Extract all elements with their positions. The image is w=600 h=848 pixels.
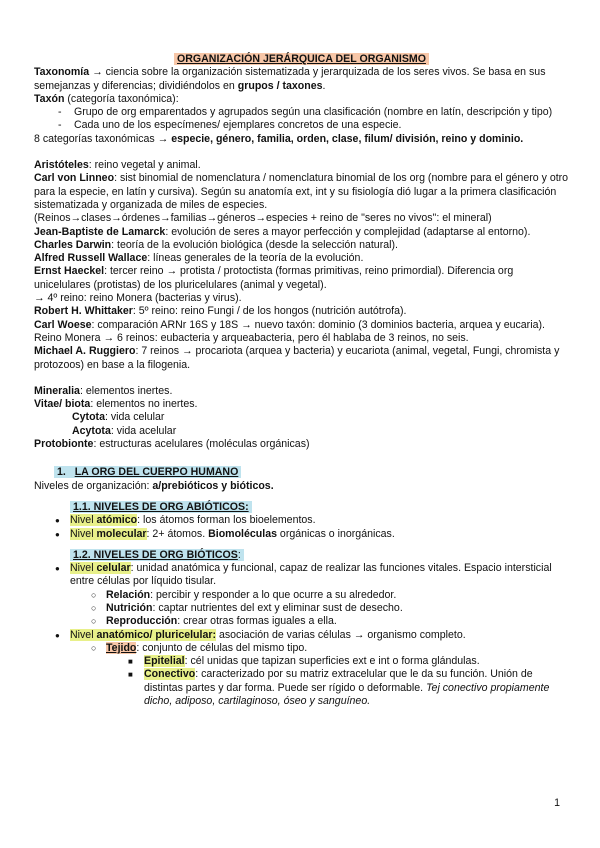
document-page (34, 53, 569, 708)
section-heading-1-1: 1.1. NIVELES DE ORG ABIÓTICOS: (34, 501, 569, 514)
categorias-paragraph: 8 categorías taxonómicas → especie, género, familia, orden, clase, filum/ división, reino y dominio. (34, 132, 524, 145)
biota-definitions (34, 385, 569, 451)
taxon-heading: Taxón (categoría taxonómica): (34, 92, 179, 105)
section-heading-1-2: 1.2. NIVELES DE ORG BIÓTICOS: (34, 549, 569, 562)
definition-entry: Cytota: vida celular (72, 411, 165, 424)
person-entry: Ernst Haeckel: tercer reino → protista / protoctista (formas primitivas, reino primordial). Diferencia org unicelulares (protistas) de los pluricelulares (animal y vegetal). (34, 265, 514, 291)
definition-entry: Vitae/ biota: elementos no inertes. (34, 398, 198, 411)
bioticos-list (34, 562, 569, 589)
person-entry: Charles Darwin: teoría de la evolución biológica (desde la selección natural). (34, 238, 398, 251)
person-entry: Robert H. Whittaker: 5º reino: reino Fungi / de los hongos (nutrición autótrofa). (34, 305, 407, 318)
list-item: ● Nivel celular: unidad anatómica y funcional, capaz de realizar las funciones vitales. Espacio intersticial entre células por líquido tisular. (34, 562, 569, 589)
list-item: ○ Nutrición: captar nutrientes del ext y eliminar sust de desecho. (34, 602, 569, 615)
list-item: ○ Tejido: conjunto de células del mismo tipo. (34, 642, 569, 655)
tejidos-list (34, 655, 569, 708)
person-entry: → 4º reino: reino Monera (bacterias y virus). (34, 292, 242, 305)
person-entry: Aristóteles: reino vegetal y animal. (34, 159, 201, 172)
list-item: ● Nivel atómico: los átomos forman los bioelementos. (34, 514, 569, 527)
funciones-list (34, 589, 569, 629)
definition-entry: Mineralia: elementos inertes. (34, 384, 173, 397)
list-item: ■ Epitelial: cél unidas que tapizan superficies ext e int o forma glándulas. (34, 655, 569, 668)
section-intro: Niveles de organización: a/prebióticos y bióticos. (34, 479, 274, 492)
person-entry: Jean-Baptiste de Lamarck: evolución de seres a mayor perfección y complejidad (adaptarse al entorno). (34, 225, 531, 238)
list-item: - Grupo de org emparentados y agrupados según una clasificación (nombre en latín, descripción y tipo) (34, 106, 569, 119)
section-heading-1: 1. LA ORG DEL CUERPO HUMANO (34, 466, 569, 479)
list-item: ○ Relación: percibir y responder a lo que ocurre a su alrededor. (34, 589, 569, 602)
tejido-list (34, 642, 569, 655)
list-item: ● Nivel molecular: 2+ átomos. Biomoléculas orgánicas o inorgánicas. (34, 528, 569, 541)
taxon-list (34, 106, 569, 133)
person-entry: Carl Woese: comparación ARNr 16S y 18S → nuevo taxón: dominio (3 dominios bacteria, arquea y eucaria). Reino Monera → 6 reinos: eubacteria y arqueabacteria, pero él hablaba de 3 reinos, no seis. (34, 318, 545, 344)
list-item: - Cada uno de los especímenes/ ejemplares concretos de una especie. (34, 119, 569, 132)
person-entry: (Reinos→clases→órdenes→familias→géneros→especies + reino de "seres no vivos": el mineral) (34, 212, 492, 225)
list-item: ○ Reproducción: crear otras formas iguales a ella. (34, 615, 569, 628)
document-title: ORGANIZACIÓN JERÁRQUICA DEL ORGANISMO (34, 53, 569, 66)
people-list (34, 159, 569, 372)
definition-entry: Protobionte: estructuras acelulares (moléculas orgánicas) (34, 438, 310, 451)
person-entry: Alfred Russell Wallace: líneas generales de la teoría de la evolución. (34, 252, 364, 265)
person-entry: Michael A. Ruggiero: 7 reinos → procariota (arquea y bacteria) y eucariota (animal, vegetal, Fungi, chromista y protozoos) en base a la filogenia. (34, 345, 560, 371)
taxonomia-paragraph: Taxonomía → ciencia sobre la organización sistematizada y jerarquizada de los seres vivos. Se basa en sus semejanzas y diferencias; dividiéndolos en grupos / taxones. (34, 66, 546, 92)
person-entry: Carl von Linneo: sist binomial de nomenclatura / nomenclatura binomial de los org (nombre para el género y otro para la especie, en latín y cursiva). Según su anatomía ext, int y su fisiología dió lugar a la primera clasificación sistematizada y organizada de miles de especies. (34, 172, 569, 211)
list-item: ■ Conectivo: caracterizado por su matriz extracelular que le da su función. Unión de distintas partes y dar forma. Puede ser rígido o deformable. Tej conectivo propiamente dicho, adiposo, cartilaginoso, óseo y sanguíneo. (34, 668, 569, 708)
definition-entry: Acytota: vida acelular (72, 424, 177, 437)
list-item: ● Nivel anatómico/ pluricelular: asociación de varias células → organismo completo. (34, 629, 569, 642)
bioticos-list-2 (34, 629, 569, 642)
page-number: 1 (554, 797, 560, 809)
abioticos-list (34, 514, 569, 541)
